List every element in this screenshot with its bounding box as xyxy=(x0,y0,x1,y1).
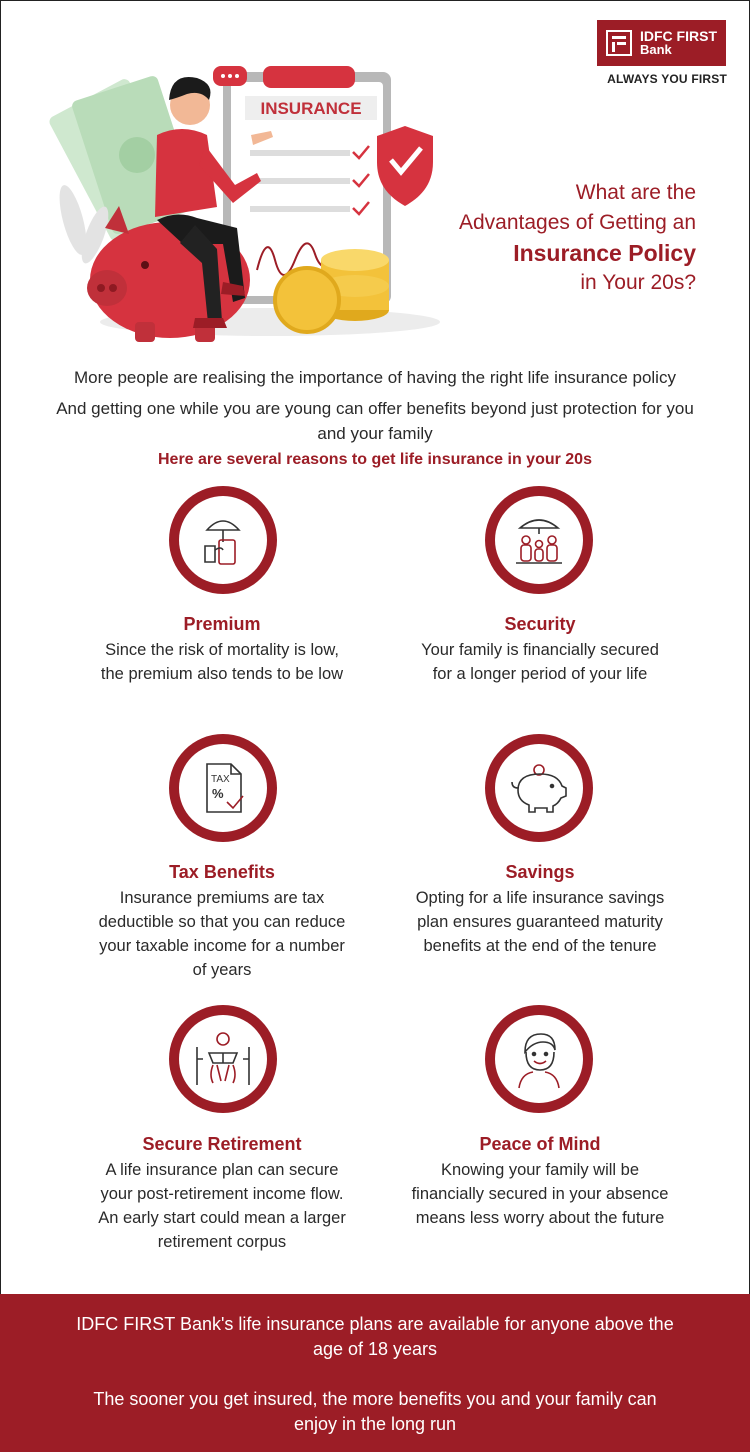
umbrella-hand-money-icon xyxy=(193,510,253,570)
benefit-desc-retirement: A life insurance plan can secure your post-retirement income flow. An early start could mean a larger retirement corpus xyxy=(98,1161,346,1251)
peace-icon-circle xyxy=(485,1005,593,1113)
tax-icon-circle xyxy=(169,734,277,842)
heading-line4: in Your 20s? xyxy=(580,271,696,294)
benefit-title-retirement: Secure Retirement xyxy=(142,1134,302,1154)
benefit-desc-peace: Knowing your family will be financially secured in your absence means less worry about the future xyxy=(411,1161,669,1227)
tax-icon-text: TAX xyxy=(211,774,230,785)
clipboard-label: INSURANCE xyxy=(260,99,362,118)
speech-bubble-icon xyxy=(213,66,247,86)
benefit-title-peace: Peace of Mind xyxy=(479,1134,601,1154)
benefit-title-tax: Tax Benefits xyxy=(169,862,275,882)
umbrella-family-icon xyxy=(508,510,570,570)
smiling-person-icon xyxy=(509,1028,569,1090)
benefit-desc-security: Your family is financially secured for a longer period of your life xyxy=(421,641,659,683)
intro-text xyxy=(40,365,710,446)
brand-name-line1: IDFC FIRST xyxy=(640,28,717,44)
heading-line2: Advantages of Getting an xyxy=(459,211,696,234)
reasons-subheading: Here are several reasons to get life insurance in your 20s xyxy=(158,451,592,468)
benefit-title-premium: Premium xyxy=(183,614,261,634)
intro-paragraph-1: More people are realising the importance of having the right life insurance policy xyxy=(74,368,676,387)
savings-icon-circle xyxy=(485,734,593,842)
intro-paragraph-2: And getting one while you are young can offer benefits beyond just protection for you and your family xyxy=(56,399,694,443)
brand-tagline: ALWAYS YOU FIRST xyxy=(607,72,727,86)
benefit-title-security: Security xyxy=(504,614,576,634)
footer-paragraph-1: IDFC FIRST Bank's life insurance plans are available for anyone above the age of 18 years xyxy=(76,1314,674,1359)
piggy-bank-icon xyxy=(508,760,570,816)
logo-mark-icon xyxy=(606,30,632,56)
benefit-desc-tax: Insurance premiums are tax deductible so that you can reduce your taxable income for a number of years xyxy=(98,889,346,979)
premium-icon-circle xyxy=(169,486,277,594)
tax-document-icon xyxy=(195,758,251,818)
benefit-title-savings: Savings xyxy=(505,862,575,882)
footer-paragraph-2: The sooner you get insured, the more benefits you and your family can enjoy in the long run xyxy=(93,1389,657,1434)
footer-banner xyxy=(0,1294,750,1452)
retirement-icon-circle xyxy=(169,1005,277,1113)
benefit-desc-savings: Opting for a life insurance savings plan ensures guaranteed maturity benefits at the end of the tenure xyxy=(415,889,665,955)
heading-line1: What are the xyxy=(575,181,696,204)
retiree-reading-icon xyxy=(191,1029,255,1089)
tax-icon-symbol: % xyxy=(212,786,224,801)
benefit-desc-premium: Since the risk of mortality is low, the premium also tends to be low xyxy=(100,641,344,683)
brand-logo[interactable] xyxy=(597,20,726,66)
hero-illustration xyxy=(45,60,445,345)
brand-name-line2: Bank xyxy=(640,42,672,57)
security-icon-circle xyxy=(485,486,593,594)
page-heading xyxy=(396,178,696,298)
heading-line3: Insurance Policy xyxy=(513,240,696,266)
